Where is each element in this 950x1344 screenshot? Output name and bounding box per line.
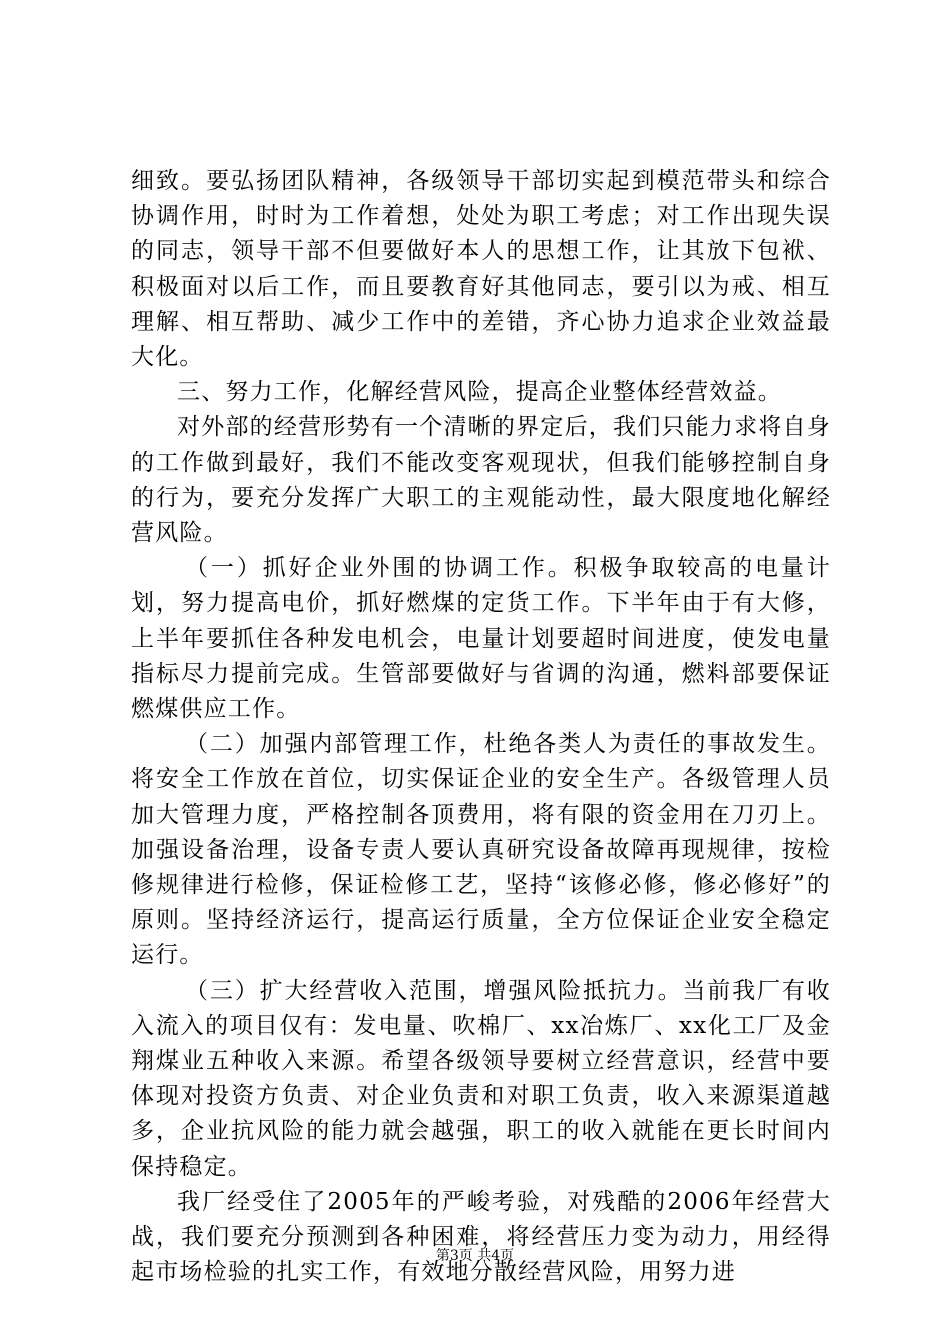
- paragraph-item-two: （二）加强内部管理工作，杜绝各类人为责任的事故发生。将安全工作放在首位，切实保证企业的安全生产。各级管理人员加大管理力度，严格控制各顶费用，将有限的资金用在刀刃上。加强设备治理，设备专责人要认真研究设备故障再现规律，按检修规律进行检修，保证检修工艺，坚持“该修必修，修必修好”的原则。坚持经济运行，提高运行质量，全方位保证企业安全稳定运行。: [131, 731, 831, 969]
- paragraph-continuation: 细致。要弘扬团队精神，各级领导干部切实起到模范带头和综合协调作用，时时为工作着想，处处为职工考虑；对工作出现失误的同志，领导干部不但要做好本人的思想工作，让其放下包袱、积极面对以后工作，而且要教育好其他同志，要引以为戒、相互理解、相互帮助、减少工作中的差错，齐心协力追求企业效益最大化。: [131, 168, 831, 371]
- document-body: [131, 164, 831, 1291]
- paragraph-closing: 我厂经受住了2005年的严峻考验，对残酷的2006年经营大战，我们要充分预测到各种困难，将经营压力变为动力，用经得起市场检验的扎实工作，有效地分散经营风险，用努力进: [131, 1188, 831, 1286]
- paragraph-item-three: （三）扩大经营收入范围，增强风险抵抗力。当前我厂有收入流入的项目仅有：发电量、吹棉厂、xx冶炼厂、xx化工厂及金翔煤业五种收入来源。希望各级领导要树立经营意识，经营中要体现对投资方负责、对企业负责和对职工负责，收入来源渠道越多，企业抗风险的能力就会越强，职工的收入就能在更长时间内保持稳定。: [131, 977, 831, 1180]
- page-footer: 第3页 共4页: [435, 1248, 515, 1264]
- paragraph-external-situation: 对外部的经营形势有一个清晰的界定后，我们只能力求将自身的工作做到最好，我们不能改变客观现状，但我们能够控制自身的行为，要充分发挥广大职工的主观能动性，最大限度地化解经营风险。: [131, 414, 831, 547]
- section-heading-three: 三、努力工作，化解经营风险，提高企业整体经营效益。: [177, 379, 782, 406]
- paragraph-item-one: （一）抓好企业外围的协调工作。积极争取较高的电量计划，努力提高电价，抓好燃煤的定货工作。下半年由于有大修，上半年要抓住各种发电机会，电量计划要超时间进度，使发电量指标尽力提前完成。生管部要做好与省调的沟通，燃料部要保证燃煤供应工作。: [131, 555, 831, 723]
